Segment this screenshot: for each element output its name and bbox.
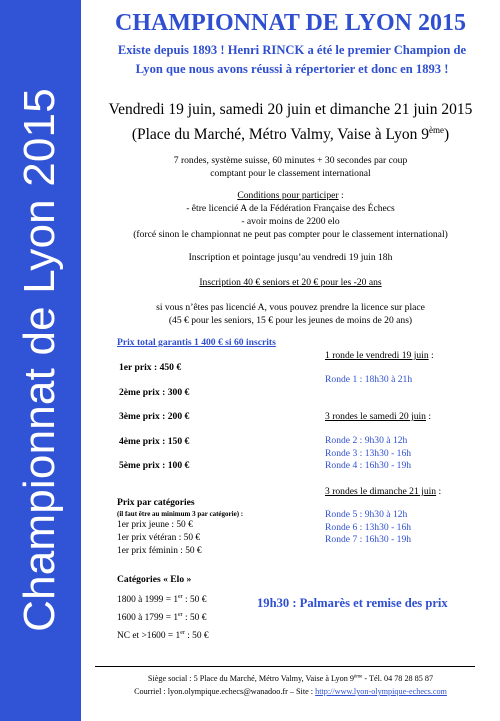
schedule-round: Ronde 6 : 13h30 - 16h xyxy=(325,522,412,533)
schedule-round: Ronde 4 : 16h30 - 19h xyxy=(325,460,412,471)
license-line: si vous n’êtes pas licencié A, vous pouvez prendre la licence sur place xyxy=(156,302,425,313)
elo-title: Catégories « Elo » xyxy=(117,574,192,585)
license-line: (45 € pour les seniors, 15 € pour les jeunes de moins de 20 ans) xyxy=(168,315,413,326)
prize-item: 1er prix : 450 € xyxy=(119,362,182,373)
prize-item: 4ème prix : 150 € xyxy=(119,436,190,447)
sidebar-title: Championnat de Lyon 2015 xyxy=(15,88,64,632)
event-dates xyxy=(81,99,500,145)
poster-content xyxy=(81,0,500,721)
schedule-round: Ronde 2 : 9h30 à 12h xyxy=(325,435,408,446)
schedule-round: Ronde 3 : 13h30 - 16h xyxy=(325,448,412,459)
elo-item: 1600 à 1799 = 1er : 50 € xyxy=(117,612,207,624)
footer-divider xyxy=(95,666,475,667)
schedule-round: Ronde 5 : 9h30 à 12h xyxy=(325,509,408,520)
schedule-round: Ronde 1 : 18h30 à 21h xyxy=(325,374,413,385)
format-text xyxy=(81,154,500,180)
schedule-round: Ronde 7 : 16h30 - 19h xyxy=(325,534,412,545)
category-prize: 1er prix vétéran : 50 € xyxy=(117,533,201,543)
venue-line: (Place du Marché, Métro Valmy, Vaise à Lyon 9ème) xyxy=(131,125,450,144)
page-title: CHAMPIONNAT DE LYON 2015 xyxy=(115,10,466,36)
format-line: 7 rondes, système suisse, 60 minutes + 30 secondes par coup xyxy=(173,155,408,166)
category-prize: 1er prix jeune : 50 € xyxy=(117,520,193,530)
condition-line: (forcé sinon le championnat ne peut pas compter pour le classement international) xyxy=(133,229,448,240)
schedule-day-heading: 3 rondes le dimanche 21 juin : xyxy=(325,486,442,497)
schedule-day-heading: 1 ronde le vendredi 19 juin : xyxy=(325,350,434,361)
format-line: comptant pour le classement international xyxy=(210,168,371,179)
intro-line: Lyon que nous avons réussi à répertorier et donc en 1893 ! xyxy=(135,62,449,76)
fees-text: Inscription 40 € seniors et 20 € pour les -20 ans xyxy=(199,277,382,288)
elo-item: 1800 à 1999 = 1er : 50 € xyxy=(117,594,207,606)
prize-item: 3ème prix : 200 € xyxy=(119,411,190,422)
footer-contact: Courriel : lyon.olympique.echecs@wanadoo.fr – Site : http://www.lyon-olympique-echecs.com xyxy=(134,687,447,696)
intro-text xyxy=(87,41,497,79)
schedule-day-heading: 3 rondes le samedi 20 juin : xyxy=(325,411,432,422)
conditions-block xyxy=(81,189,500,241)
condition-line: - être licencié A de la Fédération Française des Échecs xyxy=(186,203,395,214)
intro-line: Existe depuis 1893 ! Henri RINCK a été le premier Champion de xyxy=(117,43,467,57)
prize-item: 5ème prix : 100 € xyxy=(119,460,190,471)
category-prize: 1er prix féminin : 50 € xyxy=(117,546,202,556)
conditions-title: Conditions pour participer : xyxy=(237,190,344,201)
elo-item: NC et >1600 = 1er : 50 € xyxy=(117,630,209,642)
footer-address: Siège social : 5 Place du Marché, Métro Valmy, Vaise à Lyon 9ème - Tél. 04 78 28 85 87 xyxy=(147,674,434,683)
sidebar-banner xyxy=(0,0,81,721)
website-link[interactable]: http://www.lyon-olympique-echecs.com xyxy=(315,687,447,696)
category-prizes-title: Prix par catégories xyxy=(117,497,195,508)
registration-text: Inscription et pointage jusqu’au vendredi 19 juin 18h xyxy=(188,252,393,263)
condition-line: - avoir moins de 2200 elo xyxy=(241,216,340,227)
dates-line: Vendredi 19 juin, samedi 20 juin et dimanche 21 juin 2015 xyxy=(108,101,473,118)
palmares-text: 19h30 : Palmarès et remise des prix xyxy=(257,596,448,610)
category-prizes-note: (il faut être au minimum 3 par catégorie) : xyxy=(117,510,244,518)
prize-total: Prix total garantis 1 400 € si 60 inscrits xyxy=(117,337,276,348)
prize-item: 2ème prix : 300 € xyxy=(119,387,190,398)
license-text xyxy=(81,301,500,327)
